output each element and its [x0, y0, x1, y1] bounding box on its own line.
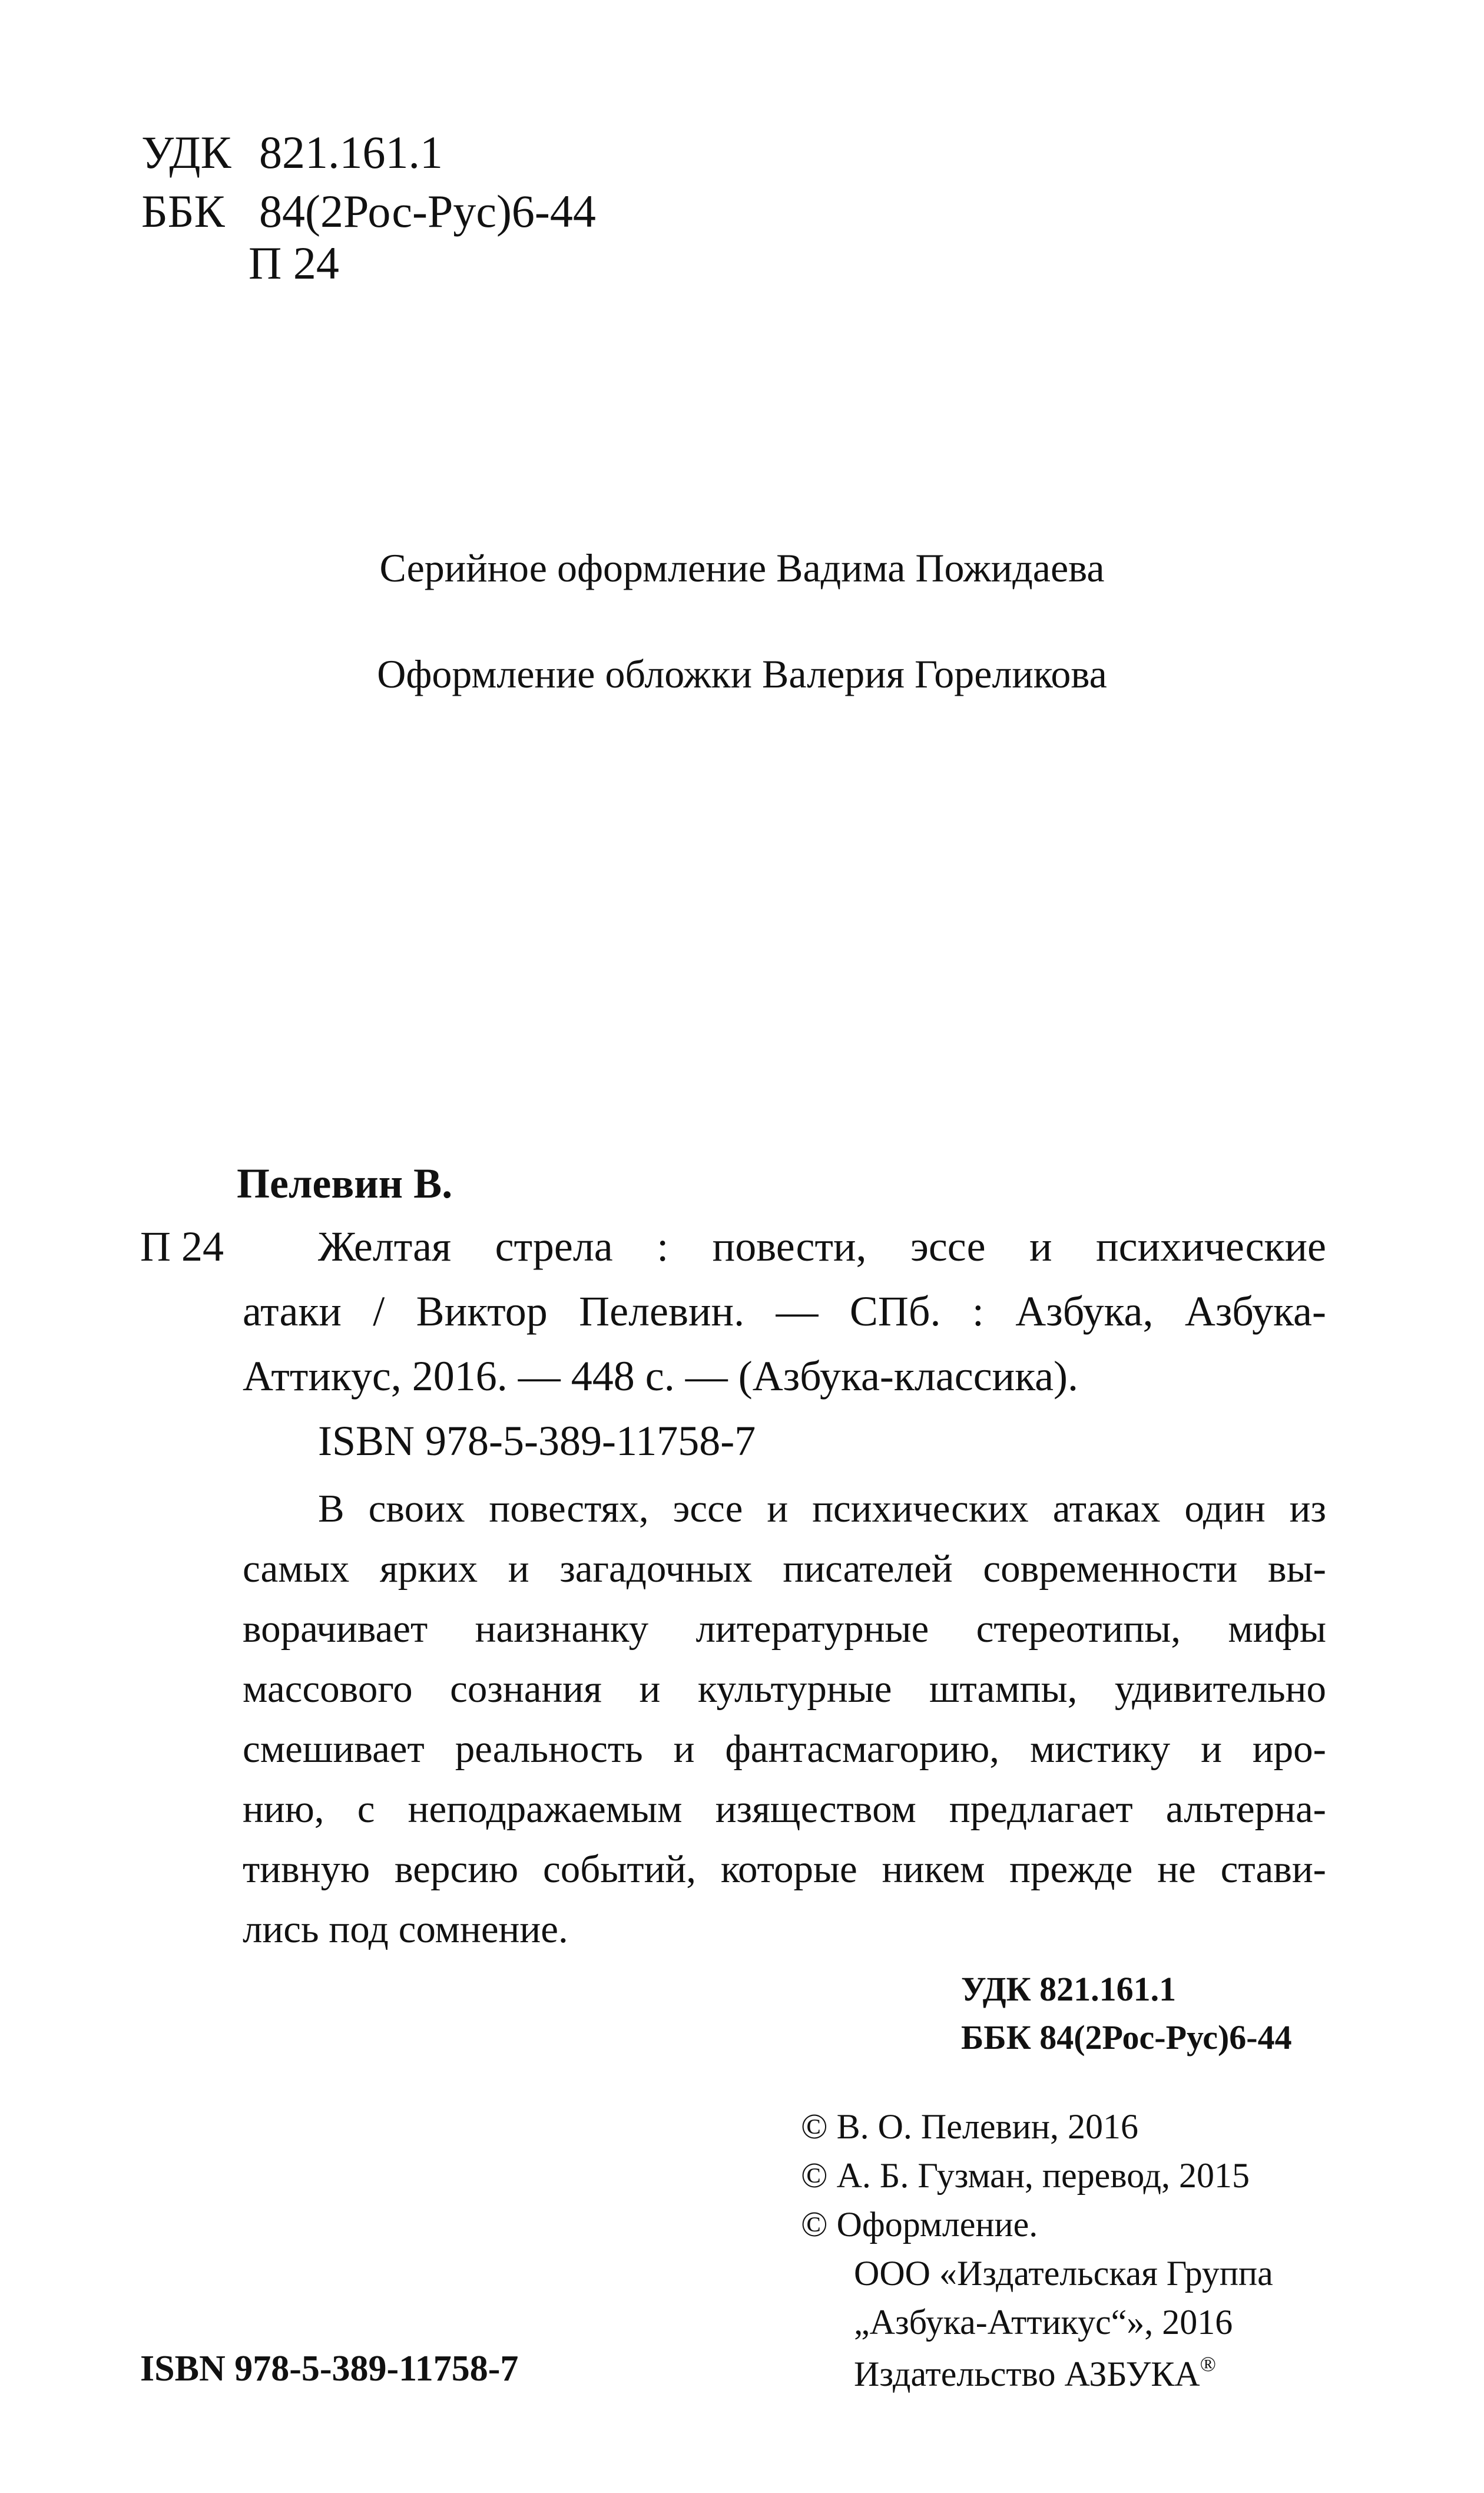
- copyright-line-2: © А. Б. Гузман, перевод, 2015: [801, 2156, 1250, 2195]
- publisher-line-2: „Азбука-Аттикус“», 2016: [854, 2303, 1233, 2342]
- udk-label: УДК: [141, 127, 231, 178]
- bbk-line: [141, 186, 596, 237]
- author-heading: Пелевин В.: [237, 1160, 453, 1207]
- annotation-line-3: ворачивает наизнанку литературные стереотипы, мифы: [243, 1607, 1326, 1651]
- udk-short: УДК 821.161.1: [961, 1970, 1177, 2008]
- bbk-short: ББК 84(2Рос-Рус)6-44: [961, 2018, 1292, 2056]
- copyright-line-3: © Оформление.: [801, 2205, 1038, 2244]
- record-author-mark: П 24: [140, 1223, 224, 1270]
- imprint-name: Издательство АЗБУКА: [854, 2355, 1200, 2394]
- author-mark-top: П 24: [249, 237, 339, 289]
- annotation-line-4: массового сознания и культурные штампы, удивительно: [243, 1667, 1326, 1711]
- annotation-line-2: самых ярких и загадочных писателей современности вы-: [243, 1547, 1326, 1591]
- isbn-bottom: ISBN 978-5-389-11758-7: [140, 2349, 519, 2389]
- copyright-line-1: © В. О. Пелевин, 2016: [801, 2107, 1139, 2146]
- annotation-line-5: смешивает реальность и фантасмагорию, мистику и иро-: [243, 1727, 1326, 1771]
- series-design-credit: Серийное оформление Вадима Пожидаева: [379, 545, 1105, 590]
- bbk-value: 84(2Рос-Рус)6-44: [259, 186, 596, 237]
- registered-mark: ®: [1200, 2352, 1216, 2376]
- imprint-line: [854, 2353, 1216, 2392]
- annotation-line-6: нию, с неподражаемым изяществом предлагает альтерна-: [243, 1787, 1326, 1831]
- udk-line: [141, 127, 443, 178]
- title-line-1: Желтая стрела : повести, эссе и психические: [318, 1223, 1326, 1270]
- annotation-line-7: тивную версию событий, которые никем прежде не стави-: [243, 1847, 1326, 1891]
- bbk-label: ББК: [141, 186, 225, 237]
- title-line-3: Аттикус, 2016. — 448 с. — (Азбука-классика).: [243, 1353, 1079, 1400]
- annotation-line-8: лись под сомнение.: [243, 1907, 568, 1951]
- title-line-2: атаки / Виктор Пелевин. — СПб. : Азбука, Азбука-: [243, 1288, 1326, 1335]
- publisher-line-1: ООО «Издательская Группа: [854, 2254, 1273, 2293]
- cover-design-credit: Оформление обложки Валерия Гореликова: [377, 652, 1107, 696]
- annotation-line-1: В своих повестях, эссе и психических атаках один из: [318, 1487, 1326, 1530]
- record-isbn: ISBN 978-5-389-11758-7: [318, 1417, 756, 1464]
- udk-value: 821.161.1: [259, 127, 443, 178]
